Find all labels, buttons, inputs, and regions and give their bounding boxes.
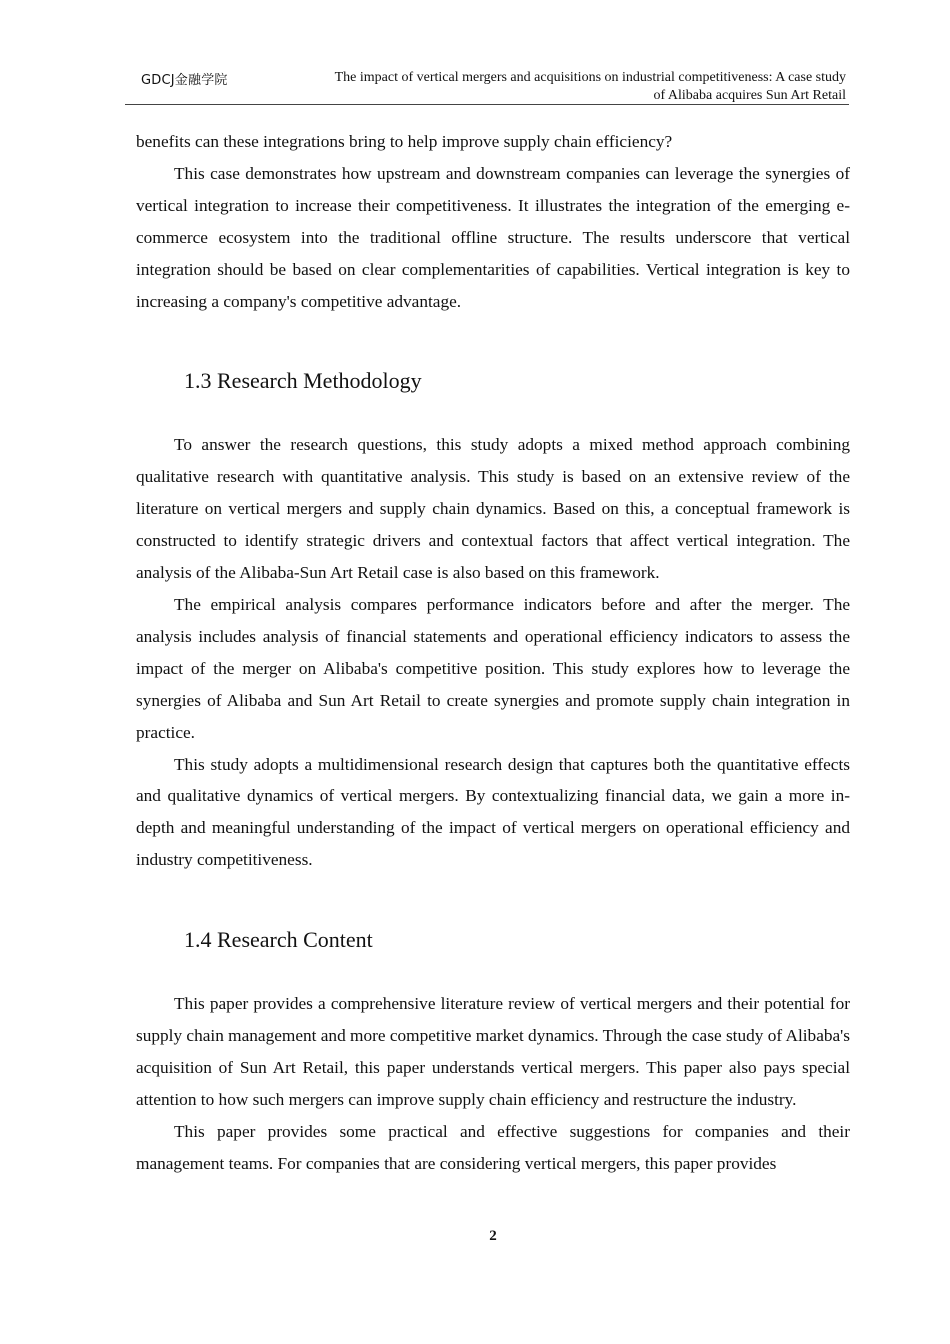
section-heading-research-content: 1.4 Research Content: [184, 927, 373, 953]
paragraph-case-demonstrates: This case demonstrates how upstream and downstream companies can leverage the synergies of vertical integration to increase their competitiveness. It illustrates the integration of the emerging e-commerce ecosystem into the traditional offline structure. The results underscore that vertical integration should be based on clear complementarities of capabilities. Vertical integration is key to increasing a company's competitive advantage.: [136, 163, 850, 311]
paragraph-content-2: This paper provides some practical and effective suggestions for companies and their management teams. For companies that are considering vertical mergers, this paper provides: [136, 1121, 850, 1173]
running-header: [125, 66, 849, 105]
page-number: 2: [489, 1228, 497, 1244]
paragraph-methodology-2: The empirical analysis compares performance indicators before and after the merger. The analysis includes analysis of financial statements and operational efficiency indicators to assess the impact of the merger on Alibaba's competitive position. This study explores how to leverage the synergies of Alibaba and Sun Art Retail to create synergies and promote supply chain integration in practice.: [136, 594, 850, 742]
paragraph-content-1: This paper provides a comprehensive literature review of vertical mergers and their potential for supply chain management and more competitive market dynamics. Through the case study of Alibaba's acquisition of Sun Art Retail, this paper understands vertical mergers. This paper also pays special attention to how such mergers can improve supply chain efficiency and restructure the industry.: [136, 994, 851, 1109]
paragraph-methodology-1: To answer the research questions, this study adopts a mixed method approach combining qualitative research with quantitative analysis. This study is based on an extensive review of the literature on vertical mergers and supply chain dynamics. Based on this, a conceptual framework is constructed to identify strategic drivers and contextual factors that affect vertical integration. The analysis of the Alibaba-Sun Art Retail case is also based on this framework.: [136, 435, 850, 583]
header-institution: GDCJ金融学院: [141, 73, 228, 88]
header-title-line-1: The impact of vertical mergers and acquisitions on industrial competitiveness: A case study: [334, 70, 846, 85]
section-heading-research-methodology: 1.3 Research Methodology: [184, 368, 422, 394]
header-title-line-2: of Alibaba acquires Sun Art Retail: [653, 88, 846, 103]
paragraph-continued: benefits can these integrations bring to help improve supply chain efficiency?: [136, 132, 673, 151]
paragraph-methodology-3: This study adopts a multidimensional research design that captures both the quantitative effects and qualitative dynamics of vertical mergers. By contextualizing financial data, we gain a more in-depth and meaningful understanding of the impact of vertical mergers on operational efficiency and industry competitiveness.: [136, 754, 850, 870]
header-paper-title: [286, 69, 846, 105]
page-body: [136, 126, 850, 1180]
